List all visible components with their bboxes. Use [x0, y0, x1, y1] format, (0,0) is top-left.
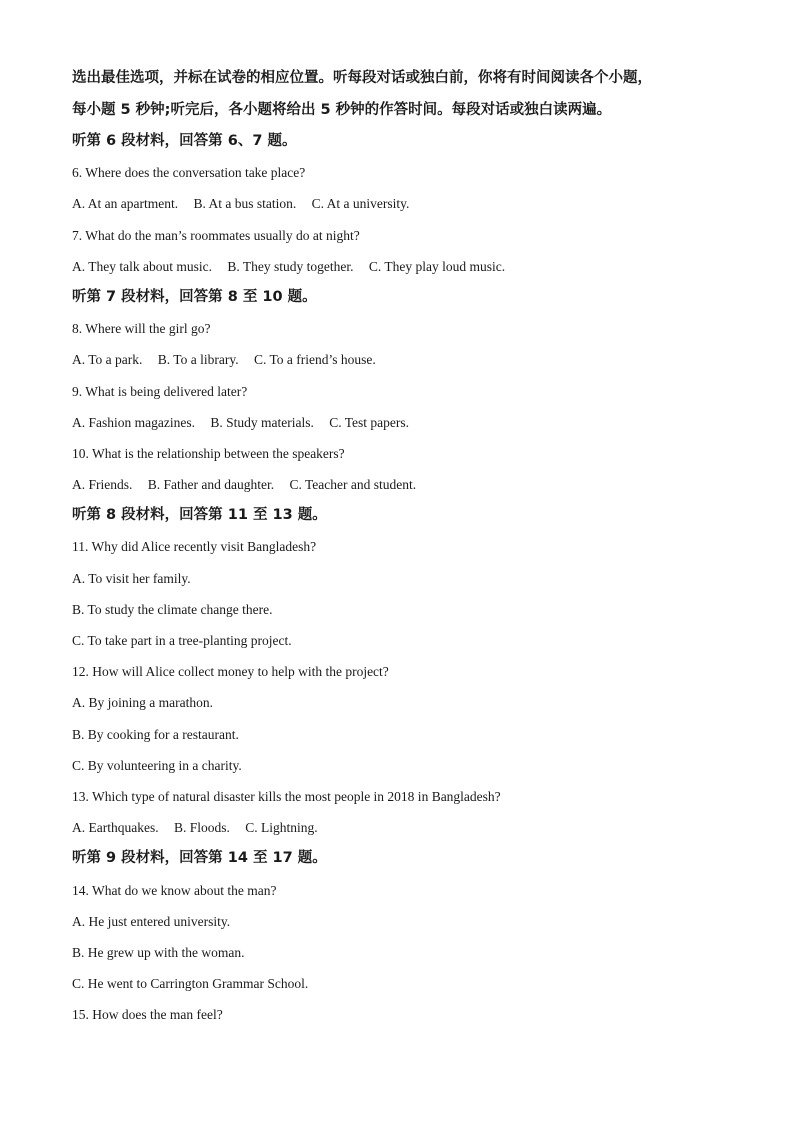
option-b: B. He grew up with the woman.	[72, 944, 245, 960]
option-c: C. At a university.	[311, 196, 410, 212]
option-b: B. By cooking for a restaurant.	[72, 726, 239, 742]
section-heading: 听第 8 段材料，回答第 11 至 13 题。	[72, 507, 327, 524]
question-14: 14. What do we know about the man?	[72, 882, 277, 898]
question-15: 15. How does the man feel?	[72, 1007, 223, 1023]
option-b: B. To a library.	[157, 352, 239, 368]
question-8: 8. Where will the girl go?	[72, 321, 211, 337]
option-a: A. To a park.	[72, 352, 143, 368]
option-b: B. To study the climate change there.	[72, 601, 273, 617]
question-12: 12. How will Alice collect money to help with the project?	[72, 664, 389, 680]
option-b: B. They study together.	[227, 258, 354, 274]
question-13: 13. Which type of natural disaster kills the most people in 2018 in Bangladesh?	[72, 788, 501, 804]
option-a: A. At an apartment.	[72, 196, 179, 212]
section-heading: 听第 6 段材料，回答第 6、7 题。	[72, 133, 297, 149]
option-c: C. Lightning.	[245, 820, 318, 836]
instructions-line-2: 每小题 5 秒钟;听完后，各小题将给出 5 秒钟的作答时间。每段对话或独白读两遍。	[72, 102, 612, 118]
option-a: A. He just entered university.	[72, 913, 231, 929]
option-a: A. Earthquakes.	[72, 820, 159, 836]
question-10-options	[72, 469, 732, 500]
question-9: 9. What is being delivered later?	[72, 383, 248, 399]
question-13-options	[72, 812, 732, 843]
question-7: 7. What do the man’s roommates usually do at night?	[72, 227, 360, 243]
option-c: C. To a friend’s house.	[253, 352, 376, 368]
option-a: A. By joining a marathon.	[72, 695, 213, 711]
option-c: C. He went to Carrington Grammar School.	[72, 976, 309, 992]
question-11: 11. Why did Alice recently visit Bangladesh?	[72, 539, 317, 555]
section-heading: 听第 9 段材料，回答第 14 至 17 题。	[72, 850, 327, 867]
option-a: A. To visit her family.	[72, 570, 191, 586]
question-7-options	[72, 251, 732, 282]
instructions-line-1: 选出最佳选项，并标在试卷的相应位置。听每段对话或独白前，你将有时间阅读各个小题，	[72, 70, 652, 86]
question-9-options	[72, 407, 732, 438]
option-c: C. By volunteering in a charity.	[72, 757, 242, 773]
option-c: C. Test papers.	[329, 414, 410, 430]
option-b: B. Study materials.	[210, 414, 314, 430]
question-10: 10. What is the relationship between the speakers?	[72, 445, 345, 461]
option-b: B. At a bus station.	[193, 196, 297, 212]
option-a: A. They talk about music.	[72, 258, 212, 274]
option-c: C. To take part in a tree-planting project.	[72, 633, 292, 648]
section-heading: 听第 7 段材料，回答第 8 至 10 题。	[72, 288, 317, 305]
question-6-options	[72, 188, 732, 219]
document-page	[72, 62, 732, 1030]
option-c: C. Teacher and student.	[289, 477, 417, 493]
option-b: B. Floods.	[173, 820, 230, 836]
option-b: B. Father and daughter.	[147, 477, 275, 493]
option-c: C. They play loud music.	[368, 258, 506, 274]
option-a: A. Friends.	[72, 477, 133, 493]
question-6: 6. Where does the conversation take place?	[72, 165, 306, 181]
question-8-options	[72, 344, 732, 375]
option-a: A. Fashion magazines.	[72, 414, 195, 430]
